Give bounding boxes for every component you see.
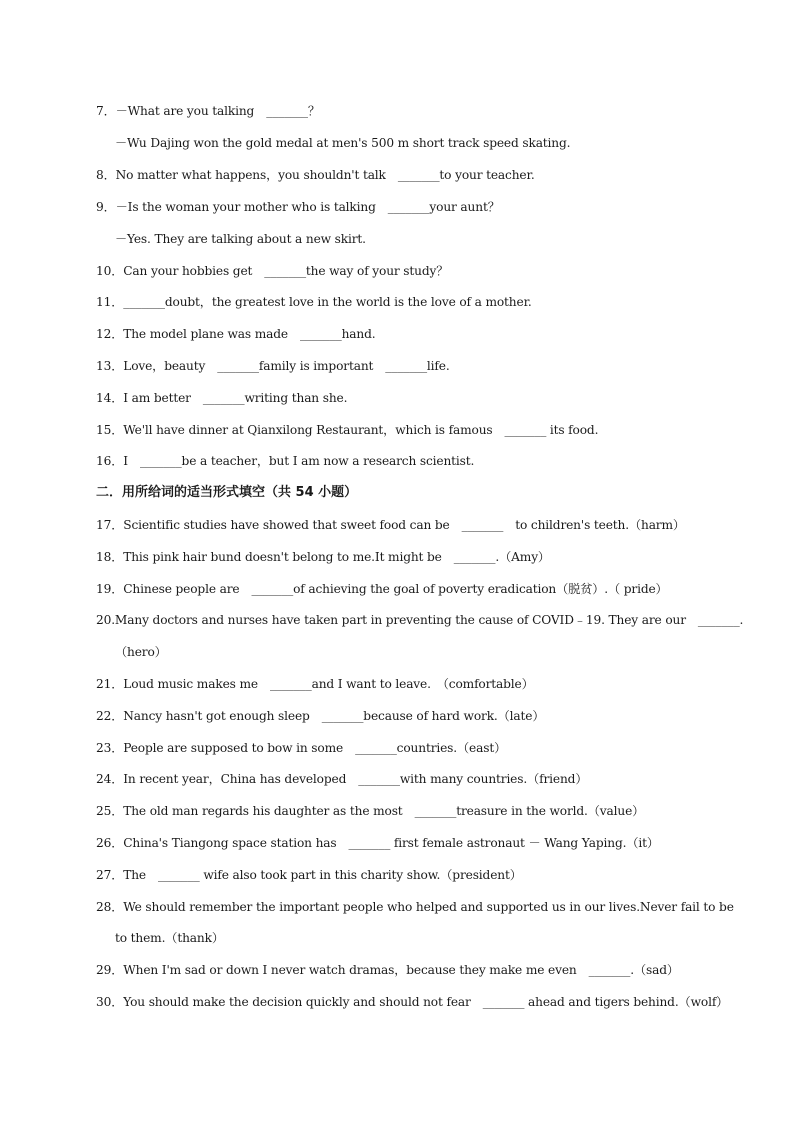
question-11: 11．_______doubt，the greatest love in the world is the love of a mother.: [96, 295, 532, 309]
question-18: 18．This pink hair bund doesn't belong to me.It might be _______.（Amy）: [96, 550, 550, 564]
question-28-line-1: 28．We should remember the important people who helped and supported us in our lives.Never fail to be: [96, 900, 734, 914]
question-10: 10．Can your hobbies get _______the way of your study？: [96, 264, 449, 278]
question-23: 23．People are supposed to bow in some _______countries.（east）: [96, 741, 507, 755]
question-17: 17．Scientific studies have showed that sweet food can be _______ to children's teeth.（harm）: [96, 518, 685, 532]
question-19: 19．Chinese people are _______of achieving the goal of poverty eradication（脱贫）.（ pride）: [96, 582, 668, 596]
section-heading: 二．用所给词的适当形式填空（共 54 小题）: [96, 485, 358, 500]
question-15: 15．We'll have dinner at Qianxilong Restaurant，which is famous _______ its food.: [96, 423, 599, 437]
question-8: 8．No matter what happens，you shouldn't talk _______to your teacher.: [96, 168, 535, 182]
question-13: 13．Love，beauty _______family is important _______life.: [96, 359, 450, 373]
question-7-line-2: －Wu Dajing won the gold medal at men's 500 m short track speed skating.: [115, 136, 571, 150]
question-20-line-2: （hero）: [115, 645, 167, 659]
question-30: 30．You should make the decision quickly and should not fear _______ ahead and tigers behind.（wolf）: [96, 995, 729, 1009]
question-26: 26．China's Tiangong space station has _______ first female astronaut － Wang Yaping.（it）: [96, 836, 659, 850]
question-12: 12．The model plane was made _______hand.: [96, 327, 376, 341]
question-21: 21．Loud music makes me _______and I want to leave. （comfortable）: [96, 677, 534, 691]
question-24: 24．In recent year，China has developed _______with many countries.（friend）: [96, 772, 588, 786]
question-29: 29．When I'm sad or down I never watch dramas，because they make me even _______.（sad）: [96, 963, 679, 977]
question-9-line-1: 9．－Is the woman your mother who is talking _______your aunt？: [96, 200, 500, 214]
question-25: 25．The old man regards his daughter as the most _______treasure in the world.（value）: [96, 804, 645, 818]
question-16: 16．I _______be a teacher，but I am now a research scientist.: [96, 454, 475, 468]
question-14: 14．I am better _______writing than she.: [96, 391, 348, 405]
question-28-line-2: to them.（thank）: [115, 931, 224, 945]
question-27: 27．The _______ wife also took part in this charity show.（president）: [96, 868, 522, 882]
question-9-line-2: －Yes. They are talking about a new skirt.: [115, 232, 366, 246]
question-22: 22．Nancy hasn't got enough sleep _______because of hard work.（late）: [96, 709, 545, 723]
question-7-line-1: 7．－What are you talking _______？: [96, 104, 320, 118]
question-20-line-1: 20.Many doctors and nurses have taken part in preventing the cause of COVID﹣19. They are our _______.: [96, 613, 744, 627]
